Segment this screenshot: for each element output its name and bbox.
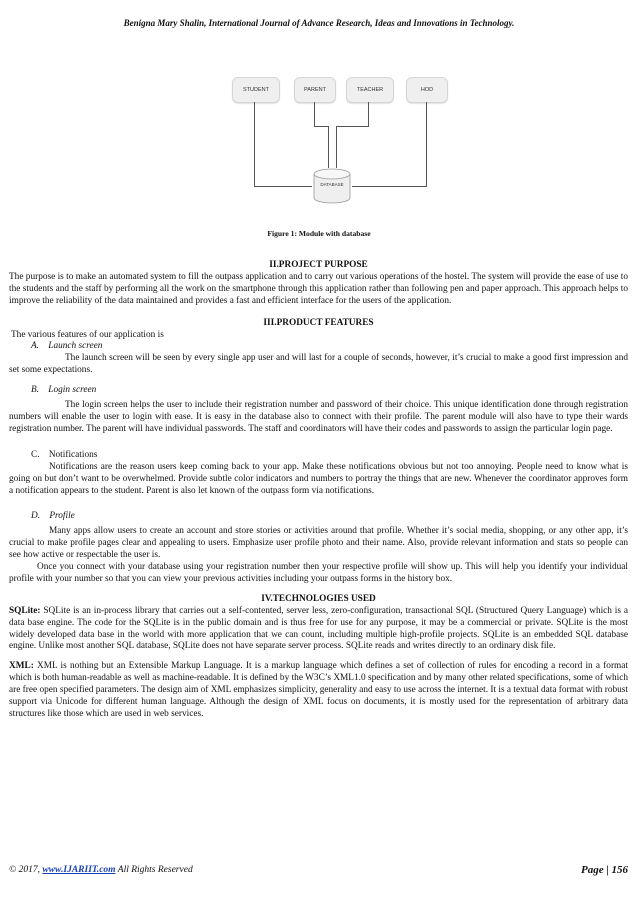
login-paragraph: The login screen helps the user to include their registration number and password of their choice. This unique identification done through registration numbers will enable the user to login with ease. It is easy in the database also to connect with their profile. The parent module will also have to type their wards registration number. The parent will have individual passwords. The staff and coordinators will have their codes and passwords to assign the particular login page. bbox=[9, 400, 628, 434]
profile-paragraph-1: Many apps allow users to create an account and store stories or activities around that profile. Whether it’s social media, shopping, or any other app, it’s crucial to make profile pages clear and appealing to users. Emphasize user profile photo and their name. Also, provide relevant information and stats so people can see how active or respectable the user is. bbox=[9, 526, 628, 561]
features-intro: The various features of our application is bbox=[11, 329, 164, 340]
profile-paragraph-2: Once you connect with your database using your registration number then your respective profile will show up. This will help you identify your individual profile with your number so that you can view your previous activities including your outpass forms in the history box. bbox=[9, 562, 628, 584]
module-diagram bbox=[222, 72, 458, 207]
copyright-prefix: © 2017, bbox=[9, 865, 43, 875]
wire-hod bbox=[426, 102, 427, 186]
database-label: DATABASE bbox=[320, 182, 344, 187]
wire-parent-h bbox=[314, 126, 328, 127]
body-text bbox=[9, 260, 628, 721]
section-title-features: III.PRODUCT FEATURES bbox=[263, 317, 374, 328]
page-number: Page | 156 bbox=[580, 864, 628, 876]
sqlite-text: SQLite is an in-process library that carries out a self-contented, server less, zero-configuration, transactional SQL (Structured Query Language) which is a data base engine. The code for the SQLite is in the public domain and is thus free for use for any purpose, it may be a commercial or private. SQLite is the most widely developed data base in the world with more application that we can count, including multiple high-profile projects. SQLite is an embedded SQL database engine. Unlike most another SQL database, SQLite does not have separate server process. SQLite reads and writes directly to an ordinary disk file. bbox=[9, 605, 628, 652]
subsection-login-title: B. Login screen bbox=[31, 385, 97, 396]
wire-parent-v bbox=[328, 126, 329, 168]
xml-paragraph bbox=[9, 661, 628, 721]
launch-paragraph: The launch screen will be seen by every single app user and will last for a couple of seconds, however, it’s crucial to make a good first impression and set some expectations. bbox=[9, 353, 628, 376]
wire-student bbox=[254, 102, 255, 186]
section-title-purpose: II.PROJECT PURPOSE bbox=[269, 260, 368, 270]
section-title-technologies: IV.TECHNOLOGIES USED bbox=[261, 593, 376, 604]
wire-student-h bbox=[254, 186, 312, 187]
database-node bbox=[312, 168, 352, 204]
notifications-paragraph: Notifications are the reason users keep coming back to your app. Make these notifications obvious but not too annoying. People need to know what is going on but don’t want to be overwhelmed. Provide subtle color indicators and numbers to portray the things that are new. Whenever the coordinator approves form a notification appears to the student. Parent is also let known of the outpass form via notifications. bbox=[9, 461, 628, 496]
page-footer bbox=[9, 865, 628, 881]
node-parent: PARENT bbox=[294, 77, 336, 103]
wire-teacher bbox=[368, 102, 369, 126]
wire-parent bbox=[314, 102, 315, 126]
subsection-launch-title: A. Launch screen bbox=[31, 341, 103, 352]
subsection-profile-title: D. Profile bbox=[31, 511, 75, 522]
xml-text: XML is nothing but an Extensible Markup Language. It is a markup language which defines a set of collection of rules for encoding a record in a format which is both human-readable as well as machine-readable. It is defined by the W3C’s XML1.0 specification and by many other related specifications, some of which are free open specified parameters. The design aim of XML emphasizes simplicity, generality and easy to use across the internet. It is a textual data format with robust support via Unicode for different human language. Although the design of XML focus on documents, it is mostly used for the representation of arbitrary data structures like those which are used in web services. bbox=[9, 661, 628, 719]
figure-caption: Figure 1: Module with database bbox=[267, 229, 371, 238]
xml-term: XML: bbox=[9, 661, 34, 672]
sqlite-term: SQLite: bbox=[9, 605, 41, 616]
journal-link[interactable]: www.IJARIIT.com bbox=[42, 865, 116, 875]
node-hod: HOD bbox=[406, 77, 448, 103]
wire-teacher-v bbox=[336, 126, 337, 168]
copyright bbox=[9, 865, 193, 875]
running-header: Benigna Mary Shalin, International Journal of Advance Research, Ideas and Innovations in Technology. bbox=[123, 18, 515, 28]
sqlite-paragraph bbox=[9, 606, 628, 654]
copyright-suffix: All Rights Reserved bbox=[115, 865, 193, 875]
wire-hod-h bbox=[352, 186, 427, 187]
node-teacher: TEACHER bbox=[346, 77, 394, 103]
subsection-notifications-title: C. Notifications bbox=[31, 449, 98, 460]
wire-teacher-h bbox=[336, 126, 369, 127]
purpose-paragraph: The purpose is to make an automated system to fill the outpass application and to carry out various operations of the hostel. The system will provide the ease of use to the students and the staff by performing all the work on the smartphone through this application rather than following pen and paper approach. This approach helps to improve the reliability of the data maintained and provides a fast and efficient interface for the users of the application. bbox=[9, 271, 628, 306]
node-student: STUDENT bbox=[232, 77, 280, 103]
